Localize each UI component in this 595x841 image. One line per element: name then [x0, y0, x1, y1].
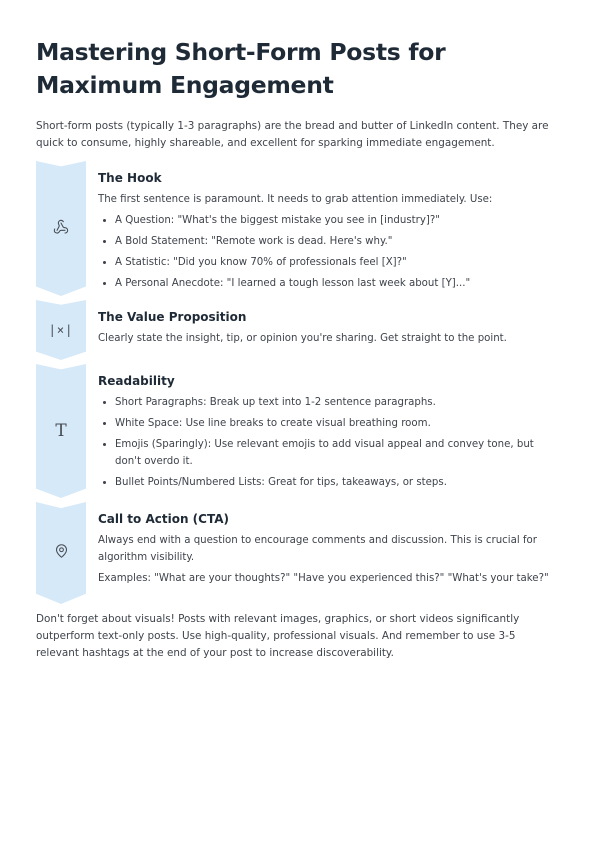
list-item: • Short Paragraphs: Break up text into 1-2 sentence paragraphs.	[115, 394, 559, 411]
step-marker	[36, 161, 86, 296]
step-bullet-list	[98, 212, 559, 292]
list-item: • A Personal Anecdote: "I learned a tough lesson last week about [Y]..."	[115, 275, 559, 292]
step-marker	[36, 502, 86, 604]
list-item: • A Bold Statement: "Remote work is dead. Here's why."	[115, 233, 559, 250]
list-item: • Bullet Points/Numbered Lists: Great for tips, takeaways, or steps.	[115, 474, 559, 491]
step-value-proposition	[36, 300, 559, 360]
step-text: Always end with a question to encourage comments and discussion. This is crucial for algorithm visibility.	[98, 535, 537, 563]
step-heading: Call to Action (CTA)	[98, 512, 229, 526]
step-marker	[36, 300, 86, 360]
step-marker	[36, 364, 86, 498]
step-text: The first sentence is paramount. It needs to grab attention immediately. Use:	[98, 194, 493, 205]
list-item: • A Question: "What's the biggest mistake you see in [industry]?"	[115, 212, 559, 229]
step-content	[86, 364, 559, 498]
step-bullet-list	[98, 394, 559, 491]
step-heading: The Hook	[98, 171, 162, 185]
steps-timeline	[36, 161, 559, 604]
step-heading: The Value Proposition	[98, 310, 247, 324]
list-item: • Emojis (Sparingly): Use relevant emojis to add visual appeal and convey tone, but don't overdo it.	[115, 436, 559, 470]
step-readability	[36, 364, 559, 498]
step-text: Clearly state the insight, tip, or opinion you're sharing. Get straight to the point.	[98, 333, 507, 344]
page-title: Mastering Short-Form Posts for Maximum Engagement	[36, 38, 446, 99]
list-item: • White Space: Use line breaks to create visual breathing room.	[115, 415, 559, 432]
step-examples: Examples: "What are your thoughts?" "Have you experienced this?" "What's your take?"	[98, 573, 549, 584]
map-pin-icon	[36, 544, 86, 563]
intro-paragraph: Short-form posts (typically 1-3 paragraphs) are the bread and butter of LinkedIn content. They are quick to consume, highly shareable, and excellent for sparking immediate engagement.	[36, 120, 549, 149]
step-content	[86, 502, 559, 604]
type-icon: T	[55, 421, 67, 441]
step-content	[86, 161, 559, 296]
step-call-to-action	[36, 502, 559, 604]
step-content	[86, 300, 559, 360]
variable-icon: |×|	[48, 323, 74, 337]
step-hook	[36, 161, 559, 296]
list-item: • A Statistic: "Did you know 70% of professionals feel [X]?"	[115, 254, 559, 271]
step-heading: Readability	[98, 374, 175, 388]
closing-paragraph: Don't forget about visuals! Posts with relevant images, graphics, or short videos significantly outperform text-only posts. Use high-quality, professional visuals. And remember to use 3-5 relevant hashtags at the end of your post to increase discoverability.	[36, 613, 520, 659]
webhook-icon	[36, 219, 86, 239]
